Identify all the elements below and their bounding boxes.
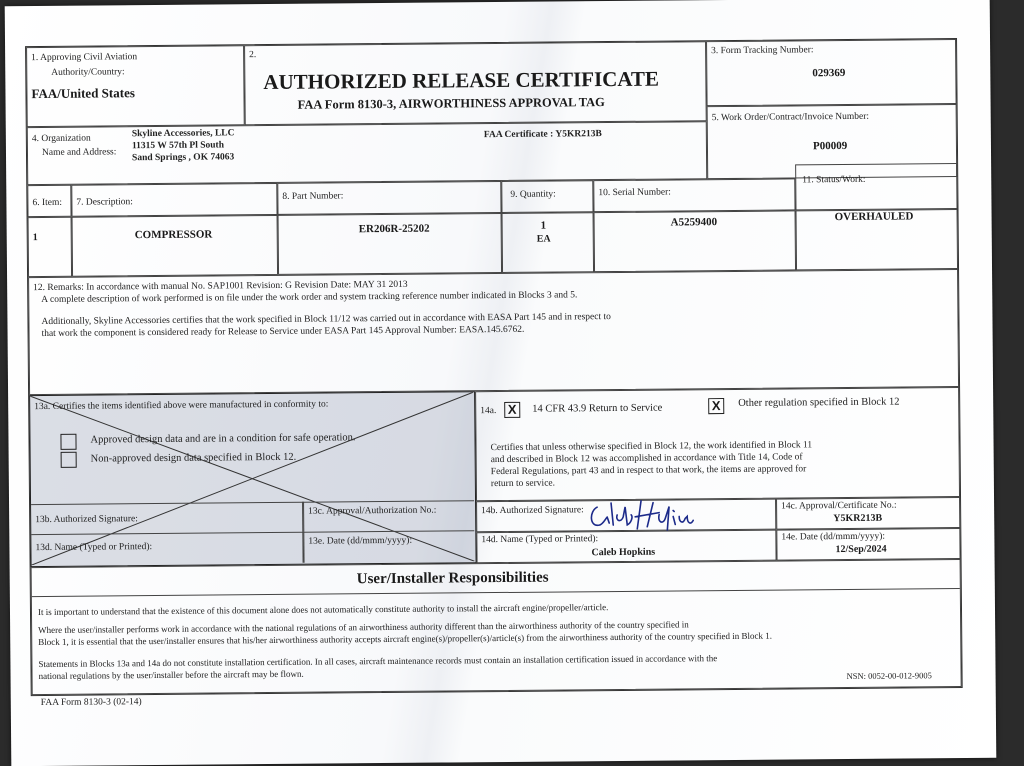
status-work: OVERHAULED — [834, 210, 914, 224]
block-13b-label: 13b. Authorized Signature: — [35, 514, 138, 526]
responsibilities-paragraph-3a: Statements in Blocks 13a and 14a do not constitute installation certification. In all cases, aircraft maintenance records must contain an installation certification issued in accordance with the — [38, 653, 718, 670]
certification-line-3: Federal Regulations, part 43 and in respect to that work, the items are approved for — [490, 464, 807, 478]
non-approved-design-checkbox[interactable] — [61, 452, 77, 468]
cell-quantity — [502, 212, 595, 273]
description-header: 7. Description: — [76, 197, 133, 208]
authorized-signature — [587, 496, 697, 533]
cell-part-number — [278, 213, 503, 275]
quantity-value: 1 — [540, 219, 547, 232]
certificate-paper — [5, 0, 997, 766]
cell-serial-number — [594, 210, 797, 272]
responsibilities-title: User/Installer Responsibilities — [356, 569, 549, 588]
block-13d — [31, 532, 303, 565]
block-3-label: 3. Form Tracking Number: — [711, 45, 814, 57]
block-4-label-2: Name and Address: — [41, 147, 117, 158]
approved-design-label: Approved design data and are in a condition for safe operation. — [90, 432, 356, 446]
serial-number-header: 10. Serial Number: — [598, 187, 671, 199]
faa-certificate: FAA Certificate : Y5KR213B — [483, 129, 602, 141]
part-number: ER206R-25202 — [358, 222, 430, 236]
header-serial — [593, 178, 795, 212]
block-13e-label: 13e. Date (dd/mmm/yyyy): — [308, 535, 413, 547]
block-14c — [776, 497, 960, 530]
header-description — [71, 183, 277, 217]
block-3 — [706, 39, 957, 106]
block-4 — [27, 121, 707, 185]
remarks-line-2: A complete description of work performed is on file under the work order and system tracking reference number indicated in Blocks 3 and 5. — [41, 290, 578, 306]
quantity-unit: EA — [536, 233, 551, 245]
block-4-label: 4. Organization — [31, 133, 91, 145]
approved-design-checkbox[interactable] — [60, 434, 76, 450]
cell-status — [796, 209, 959, 270]
form-identifier: FAA Form 8130-3 (02-14) — [40, 697, 142, 709]
block-14e-label: 14e. Date (dd/mmm/yyyy): — [781, 531, 886, 543]
cfr-43-9-checkbox[interactable]: X — [504, 402, 520, 418]
block-5-label: 5. Work Order/Contract/Invoice Number: — [711, 111, 870, 124]
responsibilities-paragraph-2a: Where the user/installer performs work in accordance with the national regulations of an airworthiness authority different than the airworthiness authority of the country specified in — [38, 619, 689, 636]
block-2 — [244, 41, 707, 125]
certification-line-4: return to service. — [490, 478, 556, 490]
header-quantity — [501, 180, 593, 213]
remarks-line-3: Additionally, Skyline Accessories certifies that the work specified in Block 11/12 was carried out in accordance with EASA Part 145 and in respect to — [41, 312, 611, 328]
block-12 — [28, 269, 959, 395]
signer-name: Caleb Hopkins — [591, 546, 656, 559]
approval-certificate-number: Y5KR213B — [833, 512, 883, 525]
status-work-header: 11. Status/Work: — [802, 174, 866, 186]
quantity-header: 9. Quantity: — [510, 189, 556, 200]
remarks-line-4: that work the component is considered ready for Release to Service under EASA Part 145 Approval Number: EASA.145.6762. — [41, 324, 525, 340]
block-13d-label: 13d. Name (Typed or Printed): — [35, 542, 153, 554]
block-13a-label: 13a. Certifies the items identified above were manufactured in conformity to: — [34, 399, 329, 413]
item-description: COMPRESSOR — [134, 228, 213, 242]
header-status — [795, 163, 957, 210]
remarks-line-1: 12. Remarks: In accordance with manual No. SAP1001 Revision: G Revision Date: MAY 31 2013 — [33, 279, 408, 294]
block-1-label: 1. Approving Civil Aviation — [31, 52, 138, 64]
block-14d-label: 14d. Name (Typed or Printed): — [481, 534, 599, 546]
block-13c-label: 13c. Approval/Authorization No.: — [308, 505, 437, 517]
item-number: 1 — [32, 232, 38, 244]
block-14a — [475, 387, 960, 501]
block-14b — [476, 499, 776, 533]
form-tracking-number: 029369 — [812, 66, 846, 80]
item-header: 6. Item: — [32, 197, 63, 209]
non-approved-design-label: Non-approved design data specified in Block 12. — [90, 451, 297, 465]
block-14b-label: 14b. Authorized Signature: — [481, 505, 584, 517]
header-part — [277, 181, 501, 215]
responsibilities-paragraph-3b: national regulations by the user/installer before the aircraft may be flown. — [38, 668, 304, 682]
certificate-title: AUTHORIZED RELEASE CERTIFICATE — [263, 66, 660, 95]
org-name: Skyline Accessories, LLC — [131, 128, 235, 140]
user-installer-responsibilities — [31, 559, 962, 695]
nsn-number: NSN: 0052-00-012-9005 — [846, 670, 932, 681]
block-13 — [29, 391, 476, 567]
block-13b — [31, 502, 303, 534]
block-14d — [476, 530, 776, 564]
block-1-label-2: Authority/Country: — [51, 67, 125, 78]
block-2-label: 2. — [249, 50, 257, 61]
release-date: 12/Sep/2024 — [835, 543, 887, 556]
org-address-1: 11315 W 57th Pl South — [131, 140, 225, 152]
block-13c — [303, 500, 474, 531]
certification-line-1: Certifies that unless otherwise specified in Block 12, the work identified in Block 11 — [490, 440, 813, 454]
certification-line-2: and described in Block 12 was accomplished in accordance with Title 14, Code of — [490, 452, 803, 466]
cell-item — [28, 217, 73, 277]
block-14c-label: 14c. Approval/Certificate No.: — [781, 500, 897, 512]
other-regulation-checkbox[interactable]: X — [708, 398, 724, 414]
other-regulation-label: Other regulation specified in Block 12 — [738, 396, 900, 409]
block-14e — [776, 528, 960, 561]
part-number-header: 8. Part Number: — [282, 191, 344, 202]
block-1 — [26, 45, 245, 127]
cfr-43-9-label: 14 CFR 43.9 Return to Service — [532, 402, 663, 415]
block-14a-label: 14a. — [480, 406, 497, 417]
block-13e — [303, 530, 474, 562]
work-order-number: P00009 — [812, 139, 848, 153]
org-address-2: Sand Springs , OK 74063 — [131, 152, 235, 164]
header-item — [27, 185, 71, 217]
serial-number: A5259400 — [670, 216, 718, 229]
cell-description — [72, 215, 279, 277]
certificate-subtitle: FAA Form 8130-3, AIRWORTHINESS APPROVAL TAG — [297, 95, 605, 112]
form-8130-3 — [25, 38, 963, 696]
approving-authority: FAA/United States — [31, 85, 135, 102]
responsibilities-paragraph-2b: Block 1, it is essential that the user/installer ensures that his/her airworthiness authority accepts aircraft engine(s)/propeller(s)/article(s) from the airworthiness authority of the country specified in Block 1. — [38, 630, 773, 648]
responsibilities-paragraph-1: It is important to understand that the existence of this document alone does not automatically constitute authority to install the aircraft engine/propeller/article. — [37, 602, 609, 618]
